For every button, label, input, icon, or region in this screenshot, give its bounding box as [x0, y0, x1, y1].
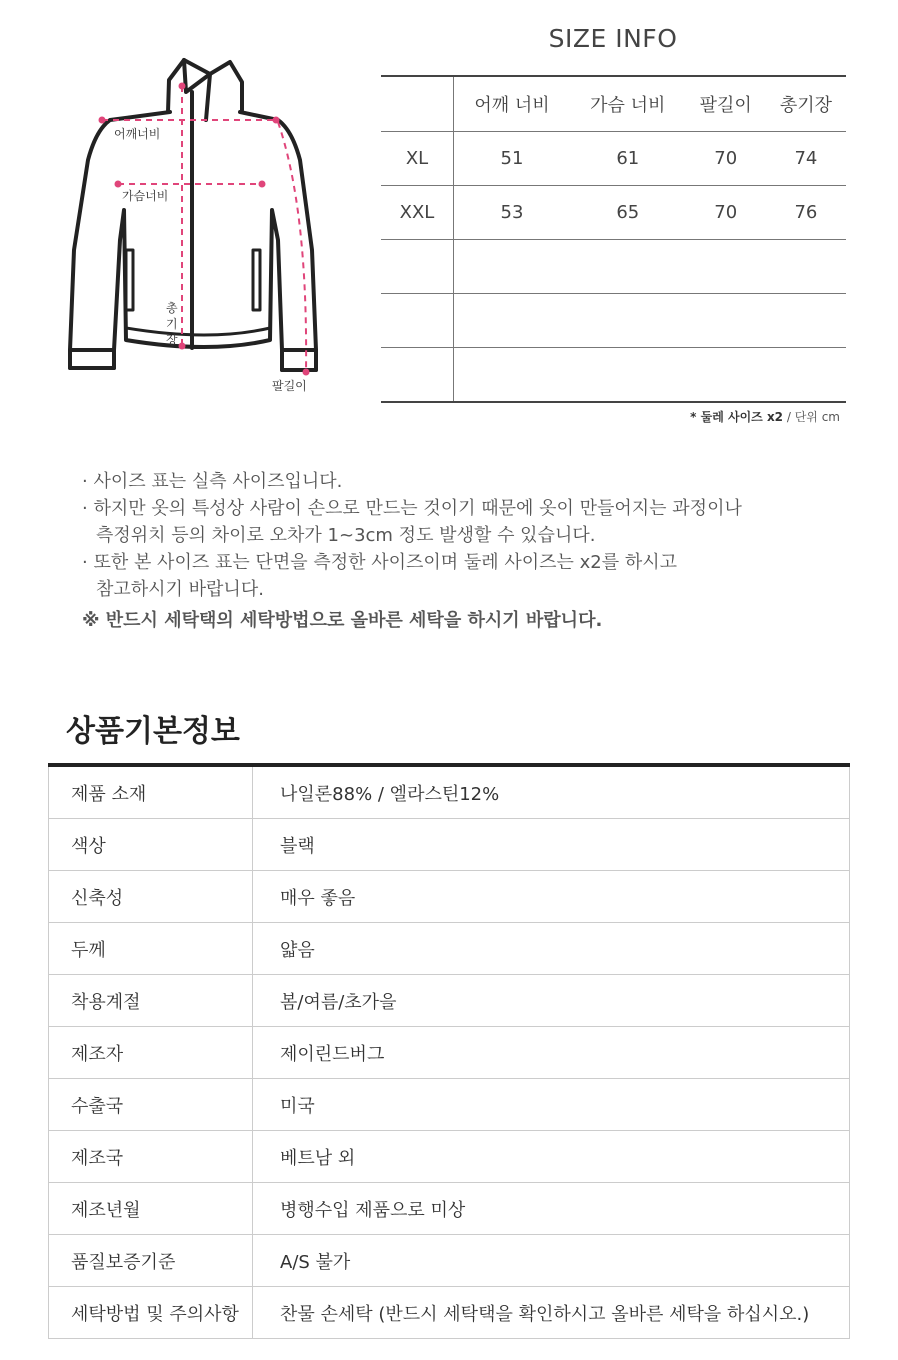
size-value: 76 — [766, 186, 846, 240]
size-row — [381, 186, 846, 240]
col-header-sleeve: 팔길이 — [686, 76, 766, 132]
info-label: 수출국 — [49, 1079, 253, 1131]
note-line: · 또한 본 사이즈 표는 단면을 측정한 사이즈이며 둘레 사이즈는 x2를 하시고 — [82, 552, 678, 573]
info-label: 제조년월 — [49, 1183, 253, 1235]
table-row — [49, 975, 850, 1027]
size-value — [454, 294, 570, 348]
info-value: 얇음 — [253, 923, 850, 975]
length-label-3: 장 — [166, 333, 178, 347]
size-value: 61 — [570, 132, 686, 186]
table-row — [49, 1131, 850, 1183]
size-value: 70 — [686, 132, 766, 186]
info-value: 찬물 손세탁 (반드시 세탁택을 확인하시고 올바른 세탁을 하십시오.) — [253, 1287, 850, 1339]
size-value — [686, 348, 766, 403]
size-label — [381, 348, 454, 403]
size-value: 74 — [766, 132, 846, 186]
info-value: 매우 좋음 — [253, 871, 850, 923]
info-value: 미국 — [253, 1079, 850, 1131]
info-label: 신축성 — [49, 871, 253, 923]
info-label: 색상 — [49, 819, 253, 871]
size-value — [766, 240, 846, 294]
note-line: · 사이즈 표는 실측 사이즈입니다. — [82, 471, 343, 492]
size-value — [766, 348, 846, 403]
table-row — [49, 1027, 850, 1079]
size-info-title: SIZE INFO — [548, 24, 678, 53]
info-label: 세탁방법 및 주의사항 — [49, 1287, 253, 1339]
size-value — [570, 294, 686, 348]
size-row-empty — [381, 294, 846, 348]
size-label: XL — [381, 132, 454, 186]
size-value — [570, 348, 686, 403]
info-label: 두께 — [49, 923, 253, 975]
size-value: 65 — [570, 186, 686, 240]
size-value: 70 — [686, 186, 766, 240]
size-label: XXL — [381, 186, 454, 240]
info-value: 봄/여름/초가을 — [253, 975, 850, 1027]
table-row — [49, 819, 850, 871]
note-line: · 하지만 옷의 특성상 사람이 손으로 만드는 것이기 때문에 옷이 만들어지는 과정이나 — [82, 498, 742, 519]
info-value: 나일론88% / 엘라스틴12% — [253, 765, 850, 819]
table-row — [49, 1287, 850, 1339]
info-value: A/S 불가 — [253, 1235, 850, 1287]
size-value — [686, 294, 766, 348]
size-value — [766, 294, 846, 348]
table-row — [49, 923, 850, 975]
info-value: 블랙 — [253, 819, 850, 871]
note-line: 측정위치 등의 차이로 오차가 1~3cm 정도 발생할 수 있습니다. — [96, 525, 596, 546]
laundry-warning: ※ 반드시 세탁택의 세탁방법으로 올바른 세탁을 하시기 바랍니다. — [82, 610, 603, 631]
size-value — [454, 240, 570, 294]
info-value: 제이린드버그 — [253, 1027, 850, 1079]
product-info-table — [48, 763, 850, 1339]
size-row-empty — [381, 348, 846, 403]
size-notes — [82, 468, 742, 634]
size-note-bold: * 둘레 사이즈 x2 — [690, 410, 784, 424]
info-label: 품질보증기준 — [49, 1235, 253, 1287]
size-value — [686, 240, 766, 294]
length-label-2: 기 — [166, 317, 178, 331]
info-label: 제품 소재 — [49, 765, 253, 819]
size-value: 53 — [454, 186, 570, 240]
length-label-1: 총 — [166, 301, 178, 315]
size-value: 51 — [454, 132, 570, 186]
info-value: 베트남 외 — [253, 1131, 850, 1183]
sleeve-label: 팔길이 — [272, 379, 307, 393]
note-line: 참고하시기 바랍니다. — [96, 579, 264, 600]
size-table-header — [381, 76, 846, 132]
table-row — [49, 1079, 850, 1131]
info-label: 착용계절 — [49, 975, 253, 1027]
size-value — [454, 348, 570, 403]
size-row-empty — [381, 240, 846, 294]
table-row — [49, 765, 850, 819]
size-unit-note — [690, 408, 840, 425]
size-row — [381, 132, 846, 186]
shoulder-label: 어깨너비 — [114, 127, 161, 141]
col-header-shoulder: 어깨 너비 — [454, 76, 570, 132]
size-table — [381, 75, 846, 403]
info-label: 제조국 — [49, 1131, 253, 1183]
jacket-size-diagram — [60, 50, 340, 400]
size-label — [381, 240, 454, 294]
size-label — [381, 294, 454, 348]
chest-label: 가슴너비 — [122, 189, 169, 203]
table-row — [49, 871, 850, 923]
product-info-title: 상품기본정보 — [66, 714, 240, 749]
table-row — [49, 1183, 850, 1235]
size-note-unit: / 단위 cm — [783, 410, 840, 424]
table-row — [49, 1235, 850, 1287]
info-label: 제조자 — [49, 1027, 253, 1079]
info-value: 병행수입 제품으로 미상 — [253, 1183, 850, 1235]
size-header-blank — [381, 76, 454, 132]
size-value — [570, 240, 686, 294]
col-header-chest: 가슴 너비 — [570, 76, 686, 132]
col-header-length: 총기장 — [766, 76, 846, 132]
